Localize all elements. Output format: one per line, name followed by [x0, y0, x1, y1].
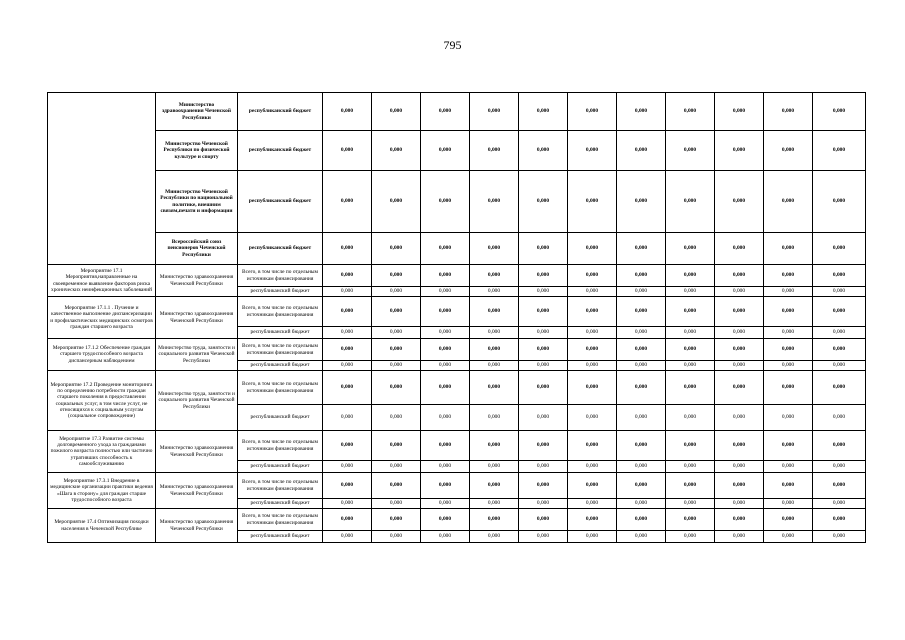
value-cell: 0,000: [617, 371, 666, 405]
value-cell: 0,000: [372, 531, 421, 543]
value-cell: 0,000: [715, 297, 764, 327]
budget-label-cell: республиканский бюджет: [238, 461, 323, 473]
value-cell: 0,000: [813, 339, 866, 361]
value-cell: 0,000: [372, 461, 421, 473]
value-cell: 0,000: [421, 131, 470, 171]
value-cell: 0,000: [568, 361, 617, 371]
value-cell: 0,000: [323, 371, 372, 405]
value-cell: 0,000: [519, 405, 568, 431]
activity-cell: Мероприятие 17.1.1 . Пучение и качественное выполнение диспансеризации и профилактических медицинских осмотров граждан старшего возраста: [48, 297, 156, 339]
budget-label-cell: республиканский бюджет: [238, 531, 323, 543]
table-row: [48, 233, 866, 265]
value-cell: 0,000: [568, 131, 617, 171]
executor-cell: Всероссийский союз пенсионеров Чеченской Республики: [156, 233, 238, 265]
value-cell: 0,000: [666, 265, 715, 287]
value-cell: 0,000: [470, 461, 519, 473]
value-cell: 0,000: [421, 531, 470, 543]
value-cell: 0,000: [617, 93, 666, 131]
executor-cell: Министерство труда, занятости и социального развития Чеченской Республики: [156, 371, 238, 431]
value-cell: 0,000: [323, 509, 372, 531]
value-cell: 0,000: [519, 473, 568, 499]
value-cell: 0,000: [519, 265, 568, 287]
executor-cell: Министерство здравоохранения Чеченской Республики: [156, 93, 238, 131]
table-row: [48, 371, 866, 405]
value-cell: 0,000: [372, 431, 421, 461]
value-cell: 0,000: [323, 473, 372, 499]
value-cell: 0,000: [666, 287, 715, 297]
executor-cell: Министерство здравоохранения Чеченской Республики: [156, 473, 238, 509]
value-cell: 0,000: [715, 93, 764, 131]
value-cell: 0,000: [666, 93, 715, 131]
value-cell: 0,000: [715, 131, 764, 171]
value-cell: 0,000: [666, 405, 715, 431]
value-cell: 0,000: [568, 233, 617, 265]
table-row: [48, 265, 866, 287]
value-cell: 0,000: [470, 405, 519, 431]
activity-cell: Мероприятие 17.1 Мероприятия,направленные на своевременное выявление факторов риска хронических неинфекционных заболеваний: [48, 265, 156, 297]
value-cell: 0,000: [372, 339, 421, 361]
value-cell: 0,000: [617, 131, 666, 171]
value-cell: 0,000: [372, 297, 421, 327]
value-cell: 0,000: [470, 287, 519, 297]
value-cell: 0,000: [421, 461, 470, 473]
value-cell: 0,000: [617, 405, 666, 431]
value-cell: 0,000: [568, 93, 617, 131]
value-cell: 0,000: [813, 265, 866, 287]
value-cell: 0,000: [519, 93, 568, 131]
value-cell: 0,000: [323, 339, 372, 361]
value-cell: 0,000: [470, 171, 519, 233]
value-cell: 0,000: [764, 265, 813, 287]
value-cell: 0,000: [421, 361, 470, 371]
value-cell: 0,000: [470, 531, 519, 543]
value-cell: 0,000: [470, 473, 519, 499]
value-cell: 0,000: [764, 361, 813, 371]
value-cell: 0,000: [617, 339, 666, 361]
value-cell: 0,000: [617, 287, 666, 297]
value-cell: 0,000: [323, 405, 372, 431]
source-cell: республиканский бюджет: [238, 233, 323, 265]
executor-cell: Министерство здравоохранения Чеченской Республики: [156, 509, 238, 543]
value-cell: 0,000: [715, 171, 764, 233]
value-cell: 0,000: [470, 131, 519, 171]
value-cell: 0,000: [666, 461, 715, 473]
value-cell: 0,000: [813, 131, 866, 171]
value-cell: 0,000: [470, 265, 519, 287]
value-cell: 0,000: [568, 531, 617, 543]
value-cell: 0,000: [372, 405, 421, 431]
value-cell: 0,000: [666, 297, 715, 327]
value-cell: 0,000: [666, 509, 715, 531]
value-cell: 0,000: [568, 473, 617, 499]
value-cell: 0,000: [470, 297, 519, 327]
total-label-cell: Всего, в том числе по отдельным источникам финансирования: [238, 265, 323, 287]
value-cell: 0,000: [764, 93, 813, 131]
value-cell: 0,000: [666, 339, 715, 361]
value-cell: 0,000: [617, 509, 666, 531]
executor-cell: Министерство Чеченской Республики по физической культуре и спорту: [156, 131, 238, 171]
table-row: [48, 131, 866, 171]
budget-label-cell: республиканский бюджет: [238, 327, 323, 339]
value-cell: 0,000: [372, 131, 421, 171]
value-cell: 0,000: [715, 371, 764, 405]
total-label-cell: Всего, в том числе по отдельным источникам финансирования: [238, 431, 323, 461]
value-cell: 0,000: [323, 297, 372, 327]
value-cell: 0,000: [568, 171, 617, 233]
value-cell: 0,000: [666, 473, 715, 499]
budget-table: [47, 92, 866, 543]
value-cell: 0,000: [568, 461, 617, 473]
value-cell: 0,000: [372, 371, 421, 405]
value-cell: 0,000: [372, 509, 421, 531]
value-cell: 0,000: [813, 371, 866, 405]
activity-cell: Мероприятие 17.3 Развитие системы долговременного ухода за гражданами пожилого возраста полностью или частично утративших способность к самообслуживанию: [48, 431, 156, 473]
executor-cell: Министерство Чеченской Республики по национальной политике, внешним связям,печати и информации: [156, 171, 238, 233]
value-cell: 0,000: [666, 371, 715, 405]
activity-cell: Мероприятие 17.3.1 Внедрение в медицинские организации практики ведения «Шага в сторону» для граждан старше трудоспособного возраста: [48, 473, 156, 509]
source-cell: республиканский бюджет: [238, 171, 323, 233]
value-cell: 0,000: [519, 509, 568, 531]
value-cell: 0,000: [372, 473, 421, 499]
value-cell: 0,000: [764, 461, 813, 473]
budget-label-cell: республиканский бюджет: [238, 287, 323, 297]
value-cell: 0,000: [764, 287, 813, 297]
value-cell: 0,000: [519, 499, 568, 509]
value-cell: 0,000: [323, 531, 372, 543]
value-cell: 0,000: [470, 339, 519, 361]
value-cell: 0,000: [715, 327, 764, 339]
value-cell: 0,000: [519, 131, 568, 171]
value-cell: 0,000: [617, 361, 666, 371]
source-cell: республиканский бюджет: [238, 93, 323, 131]
value-cell: 0,000: [666, 361, 715, 371]
value-cell: 0,000: [421, 287, 470, 297]
value-cell: 0,000: [519, 327, 568, 339]
value-cell: 0,000: [813, 405, 866, 431]
value-cell: 0,000: [813, 233, 866, 265]
value-cell: 0,000: [519, 287, 568, 297]
value-cell: 0,000: [323, 327, 372, 339]
value-cell: 0,000: [666, 131, 715, 171]
value-cell: 0,000: [568, 371, 617, 405]
value-cell: 0,000: [617, 461, 666, 473]
value-cell: 0,000: [470, 361, 519, 371]
value-cell: 0,000: [617, 265, 666, 287]
value-cell: 0,000: [715, 473, 764, 499]
value-cell: 0,000: [519, 361, 568, 371]
value-cell: 0,000: [470, 371, 519, 405]
activity-cell: Мероприятие 17.1.2 Обеспечение граждан старшего трудоспособного возраста диспансерным наблюдением: [48, 339, 156, 371]
value-cell: 0,000: [568, 499, 617, 509]
value-cell: 0,000: [470, 93, 519, 131]
value-cell: 0,000: [617, 171, 666, 233]
table-row: [48, 431, 866, 461]
total-label-cell: Всего, в том числе по отдельным источникам финансирования: [238, 297, 323, 327]
value-cell: 0,000: [666, 531, 715, 543]
value-cell: 0,000: [568, 431, 617, 461]
value-cell: 0,000: [617, 233, 666, 265]
value-cell: 0,000: [764, 171, 813, 233]
total-label-cell: Всего, в том числе по отдельным источникам финансирования: [238, 473, 323, 499]
value-cell: 0,000: [764, 233, 813, 265]
value-cell: 0,000: [470, 431, 519, 461]
value-cell: 0,000: [764, 405, 813, 431]
budget-label-cell: республиканский бюджет: [238, 499, 323, 509]
value-cell: 0,000: [617, 473, 666, 499]
value-cell: 0,000: [764, 499, 813, 509]
value-cell: 0,000: [715, 509, 764, 531]
executor-cell: Министерство здравоохранения Чеченской Республики: [156, 431, 238, 473]
value-cell: 0,000: [519, 431, 568, 461]
value-cell: 0,000: [764, 297, 813, 327]
value-cell: 0,000: [372, 287, 421, 297]
value-cell: 0,000: [813, 461, 866, 473]
value-cell: 0,000: [813, 93, 866, 131]
value-cell: 0,000: [421, 371, 470, 405]
value-cell: 0,000: [372, 93, 421, 131]
total-label-cell: Всего, в том числе по отдельным источникам финансирования: [238, 509, 323, 531]
value-cell: 0,000: [715, 265, 764, 287]
value-cell: 0,000: [323, 431, 372, 461]
table-row: [48, 509, 866, 531]
value-cell: 0,000: [568, 339, 617, 361]
value-cell: 0,000: [372, 499, 421, 509]
value-cell: 0,000: [813, 297, 866, 327]
budget-label-cell: республиканский бюджет: [238, 405, 323, 431]
source-cell: республиканский бюджет: [238, 131, 323, 171]
value-cell: 0,000: [421, 431, 470, 461]
value-cell: 0,000: [519, 297, 568, 327]
table-row: [48, 473, 866, 499]
value-cell: 0,000: [372, 265, 421, 287]
value-cell: 0,000: [813, 531, 866, 543]
value-cell: 0,000: [421, 405, 470, 431]
value-cell: 0,000: [470, 499, 519, 509]
value-cell: 0,000: [764, 431, 813, 461]
value-cell: 0,000: [568, 297, 617, 327]
value-cell: 0,000: [813, 509, 866, 531]
value-cell: 0,000: [421, 327, 470, 339]
value-cell: 0,000: [323, 171, 372, 233]
value-cell: 0,000: [568, 287, 617, 297]
value-cell: 0,000: [813, 499, 866, 509]
total-label-cell: Всего, в том числе по отдельным источникам финансирования: [238, 371, 323, 405]
value-cell: 0,000: [372, 233, 421, 265]
value-cell: 0,000: [421, 233, 470, 265]
value-cell: 0,000: [421, 93, 470, 131]
value-cell: 0,000: [519, 233, 568, 265]
value-cell: 0,000: [813, 171, 866, 233]
value-cell: 0,000: [764, 327, 813, 339]
value-cell: 0,000: [323, 461, 372, 473]
value-cell: 0,000: [568, 327, 617, 339]
value-cell: 0,000: [813, 287, 866, 297]
value-cell: 0,000: [715, 339, 764, 361]
value-cell: 0,000: [421, 499, 470, 509]
value-cell: 0,000: [617, 327, 666, 339]
value-cell: 0,000: [470, 327, 519, 339]
activity-cell: Мероприятие 17.4 Оптимизация походки населения в Чеченской Республике: [48, 509, 156, 543]
value-cell: 0,000: [617, 297, 666, 327]
activity-cell: Мероприятие 17.2 Проведение мониторинга по определению потребности граждан старшего поколения в предоставлении социальных услуг, в том числе услуг, не относящихся к социальным услугам (социальное сопровождение): [48, 371, 156, 431]
value-cell: 0,000: [323, 131, 372, 171]
value-cell: 0,000: [617, 431, 666, 461]
value-cell: 0,000: [666, 233, 715, 265]
value-cell: 0,000: [372, 171, 421, 233]
value-cell: 0,000: [519, 339, 568, 361]
merged-activity-cell: [48, 93, 156, 265]
value-cell: 0,000: [813, 361, 866, 371]
table-row: [48, 171, 866, 233]
value-cell: 0,000: [568, 265, 617, 287]
executor-cell: Министерство труда, занятости и социального развития Чеченской Республики: [156, 339, 238, 371]
value-cell: 0,000: [323, 93, 372, 131]
value-cell: 0,000: [421, 265, 470, 287]
value-cell: 0,000: [568, 509, 617, 531]
value-cell: 0,000: [764, 531, 813, 543]
table-row: [48, 93, 866, 131]
executor-cell: Министерство здравоохранения Чеченской Республики: [156, 265, 238, 297]
total-label-cell: Всего, в том числе по отдельным источникам финансирования: [238, 339, 323, 361]
value-cell: 0,000: [323, 361, 372, 371]
value-cell: 0,000: [715, 531, 764, 543]
value-cell: 0,000: [421, 339, 470, 361]
value-cell: 0,000: [764, 509, 813, 531]
value-cell: 0,000: [519, 171, 568, 233]
value-cell: 0,000: [715, 233, 764, 265]
value-cell: 0,000: [715, 361, 764, 371]
value-cell: 0,000: [764, 371, 813, 405]
value-cell: 0,000: [764, 131, 813, 171]
value-cell: 0,000: [470, 233, 519, 265]
value-cell: 0,000: [715, 499, 764, 509]
value-cell: 0,000: [764, 339, 813, 361]
value-cell: 0,000: [666, 327, 715, 339]
value-cell: 0,000: [715, 287, 764, 297]
value-cell: 0,000: [666, 171, 715, 233]
value-cell: 0,000: [323, 499, 372, 509]
value-cell: 0,000: [568, 405, 617, 431]
value-cell: 0,000: [323, 233, 372, 265]
value-cell: 0,000: [519, 371, 568, 405]
value-cell: 0,000: [666, 499, 715, 509]
value-cell: 0,000: [519, 461, 568, 473]
executor-cell: Министерство здравоохранения Чеченской Республики: [156, 297, 238, 339]
value-cell: 0,000: [617, 531, 666, 543]
budget-label-cell: республиканский бюджет: [238, 361, 323, 371]
value-cell: 0,000: [470, 509, 519, 531]
value-cell: 0,000: [421, 297, 470, 327]
value-cell: 0,000: [813, 327, 866, 339]
value-cell: 0,000: [617, 499, 666, 509]
value-cell: 0,000: [715, 461, 764, 473]
value-cell: 0,000: [323, 265, 372, 287]
table-row: [48, 339, 866, 361]
value-cell: 0,000: [323, 287, 372, 297]
value-cell: 0,000: [519, 531, 568, 543]
table-row: [48, 297, 866, 327]
value-cell: 0,000: [421, 171, 470, 233]
value-cell: 0,000: [715, 405, 764, 431]
value-cell: 0,000: [813, 473, 866, 499]
value-cell: 0,000: [372, 327, 421, 339]
table-body: [48, 93, 866, 543]
value-cell: 0,000: [715, 431, 764, 461]
page-number: 795: [443, 38, 462, 52]
value-cell: 0,000: [372, 361, 421, 371]
value-cell: 0,000: [813, 431, 866, 461]
value-cell: 0,000: [421, 473, 470, 499]
value-cell: 0,000: [666, 431, 715, 461]
value-cell: 0,000: [421, 509, 470, 531]
value-cell: 0,000: [764, 473, 813, 499]
